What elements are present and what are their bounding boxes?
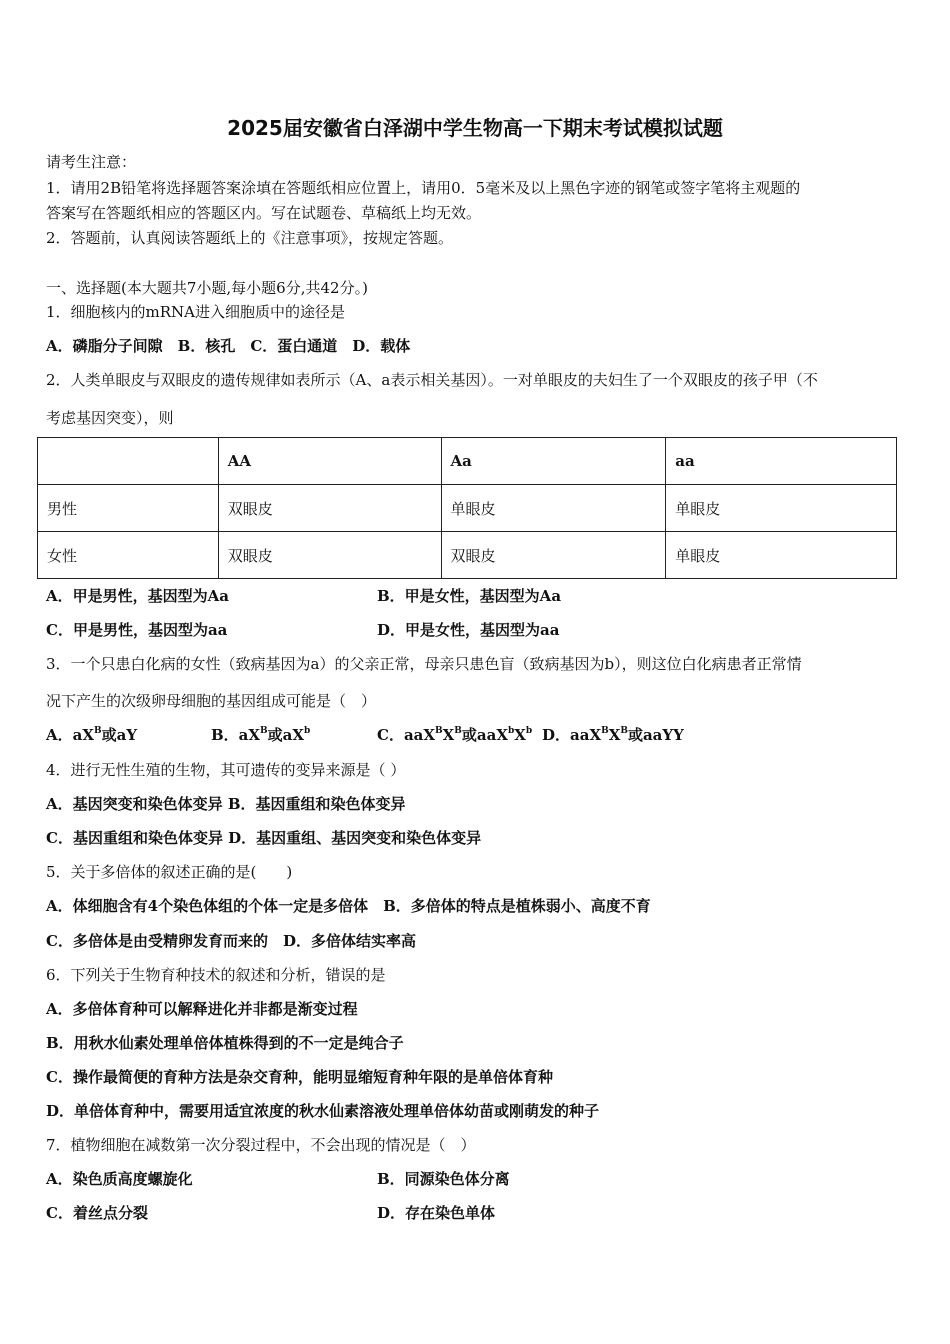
q7-stem: 7．植物细胞在减数第一次分裂过程中，不会出现的情况是（ ） (46, 1136, 476, 1154)
q3-option-a: A．$aX^B$或aY (46, 726, 138, 744)
table-row (38, 532, 897, 579)
q5-options-line-1: A．体细胞含有4个染色体组的个体一定是多倍体 B．多倍体的特点是植株弱小、高度不育 (46, 897, 651, 915)
q4-options-line-2: C．基因重组和染色体变异 D．基因重组、基因突变和染色体变异 (46, 829, 482, 847)
q3-stem-b: 况下产生的次级卵母细胞的基因组成可能是（ ） (46, 692, 377, 710)
q1-stem: 1．细胞核内的mRNA进入细胞质中的途径是 (46, 303, 346, 321)
table-cell: 双眼皮 (218, 485, 441, 532)
table-cell: 单眼皮 (666, 485, 897, 532)
table-cell (38, 438, 219, 485)
q2-stem-a: 2．人类单眼皮与双眼皮的遗传规律如表所示（A、a表示相关基因）。一对单眼皮的夫妇生了一个双眼皮的孩子甲（不 (46, 371, 818, 389)
q4-options-line-1: A．基因突变和染色体变异 B．基因重组和染色体变异 (46, 795, 406, 813)
notice-item-1a: 1．请用2B铅笔将选择题答案涂填在答题纸相应位置上，请用0．5毫米及以上黑色字迹的钢笔或签字笔将主观题的 (46, 179, 801, 197)
q2-stem-b: 考虑基因突变），则 (46, 409, 174, 427)
page-title: 2025届安徽省白泽湖中学生物高一下期末考试模拟试题 (227, 116, 723, 140)
q5-stem: 5．关于多倍体的叙述正确的是( ) (46, 863, 293, 881)
q7-option-a: A．染色质高度螺旋化 (46, 1170, 193, 1188)
table-cell: 单眼皮 (441, 485, 666, 532)
table-row (38, 485, 897, 532)
q6-stem: 6．下列关于生物育种技术的叙述和分析，错误的是 (46, 966, 386, 984)
table-cell: 女性 (38, 532, 219, 579)
genotype-table (37, 437, 897, 579)
table-cell: 双眼皮 (441, 532, 666, 579)
q7-option-d: D．存在染色单体 (377, 1204, 496, 1222)
q2-option-b: B．甲是女性，基因型为Aa (377, 587, 562, 605)
table-cell: 双眼皮 (218, 532, 441, 579)
q1-options: A．磷脂分子间隙 B．核孔 C．蛋白通道 D．载体 (46, 337, 411, 355)
q6-option-d: D．单倍体育种中，需要用适宜浓度的秋水仙素溶液处理单倍体幼苗或刚萌发的种子 (46, 1102, 600, 1120)
table-header-row (38, 438, 897, 485)
table-cell: 单眼皮 (666, 532, 897, 579)
q6-option-a: A．多倍体育种可以解释进化并非都是渐变过程 (46, 1000, 358, 1018)
notice-item-2: 2．答题前，认真阅读答题纸上的《注意事项》，按规定答题。 (46, 229, 454, 247)
q3-option-d: D．$aaX^BX^B$或aaYY (542, 726, 684, 744)
q3-stem-a: 3．一个只患白化病的女性（致病基因为a）的父亲正常，母亲只患色盲（致病基因为b），则这位白化病患者正常情 (46, 655, 802, 673)
q4-stem: 4．进行无性生殖的生物，其可遗传的变异来源是（ ） (46, 761, 406, 779)
notice-item-1b: 答案写在答题纸相应的答题区内。写在试题卷、草稿纸上均无效。 (46, 204, 482, 222)
notice-heading: 请考生注意： (46, 153, 137, 171)
q2-option-d: D．甲是女性，基因型为aa (377, 621, 560, 639)
q3-option-b: B．$aX^B$或$aX^b$ (211, 726, 311, 744)
q7-option-c: C．着丝点分裂 (46, 1204, 148, 1222)
q6-option-b: B．用秋水仙素处理单倍体植株得到的不一定是纯合子 (46, 1034, 404, 1052)
q3-option-c: C．$aaX^BX^B$或$aaX^bX^b$ (377, 726, 533, 744)
q7-option-b: B．同源染色体分离 (377, 1170, 510, 1188)
table-header-cell: Aa (441, 438, 666, 485)
q2-option-a: A．甲是男性，基因型为Aa (46, 587, 229, 605)
table-cell: 男性 (38, 485, 219, 532)
section-heading: 一、选择题(本大题共7小题,每小题6分,共42分。) (46, 279, 368, 297)
q2-option-c: C．甲是男性，基因型为aa (46, 621, 228, 639)
q5-options-line-2: C．多倍体是由受精卵发育而来的 D．多倍体结实率高 (46, 932, 416, 950)
q6-option-c: C．操作最简便的育种方法是杂交育种，能明显缩短育种年限的是单倍体育种 (46, 1068, 553, 1086)
table-header-cell: aa (666, 438, 897, 485)
table-header-cell: AA (218, 438, 441, 485)
